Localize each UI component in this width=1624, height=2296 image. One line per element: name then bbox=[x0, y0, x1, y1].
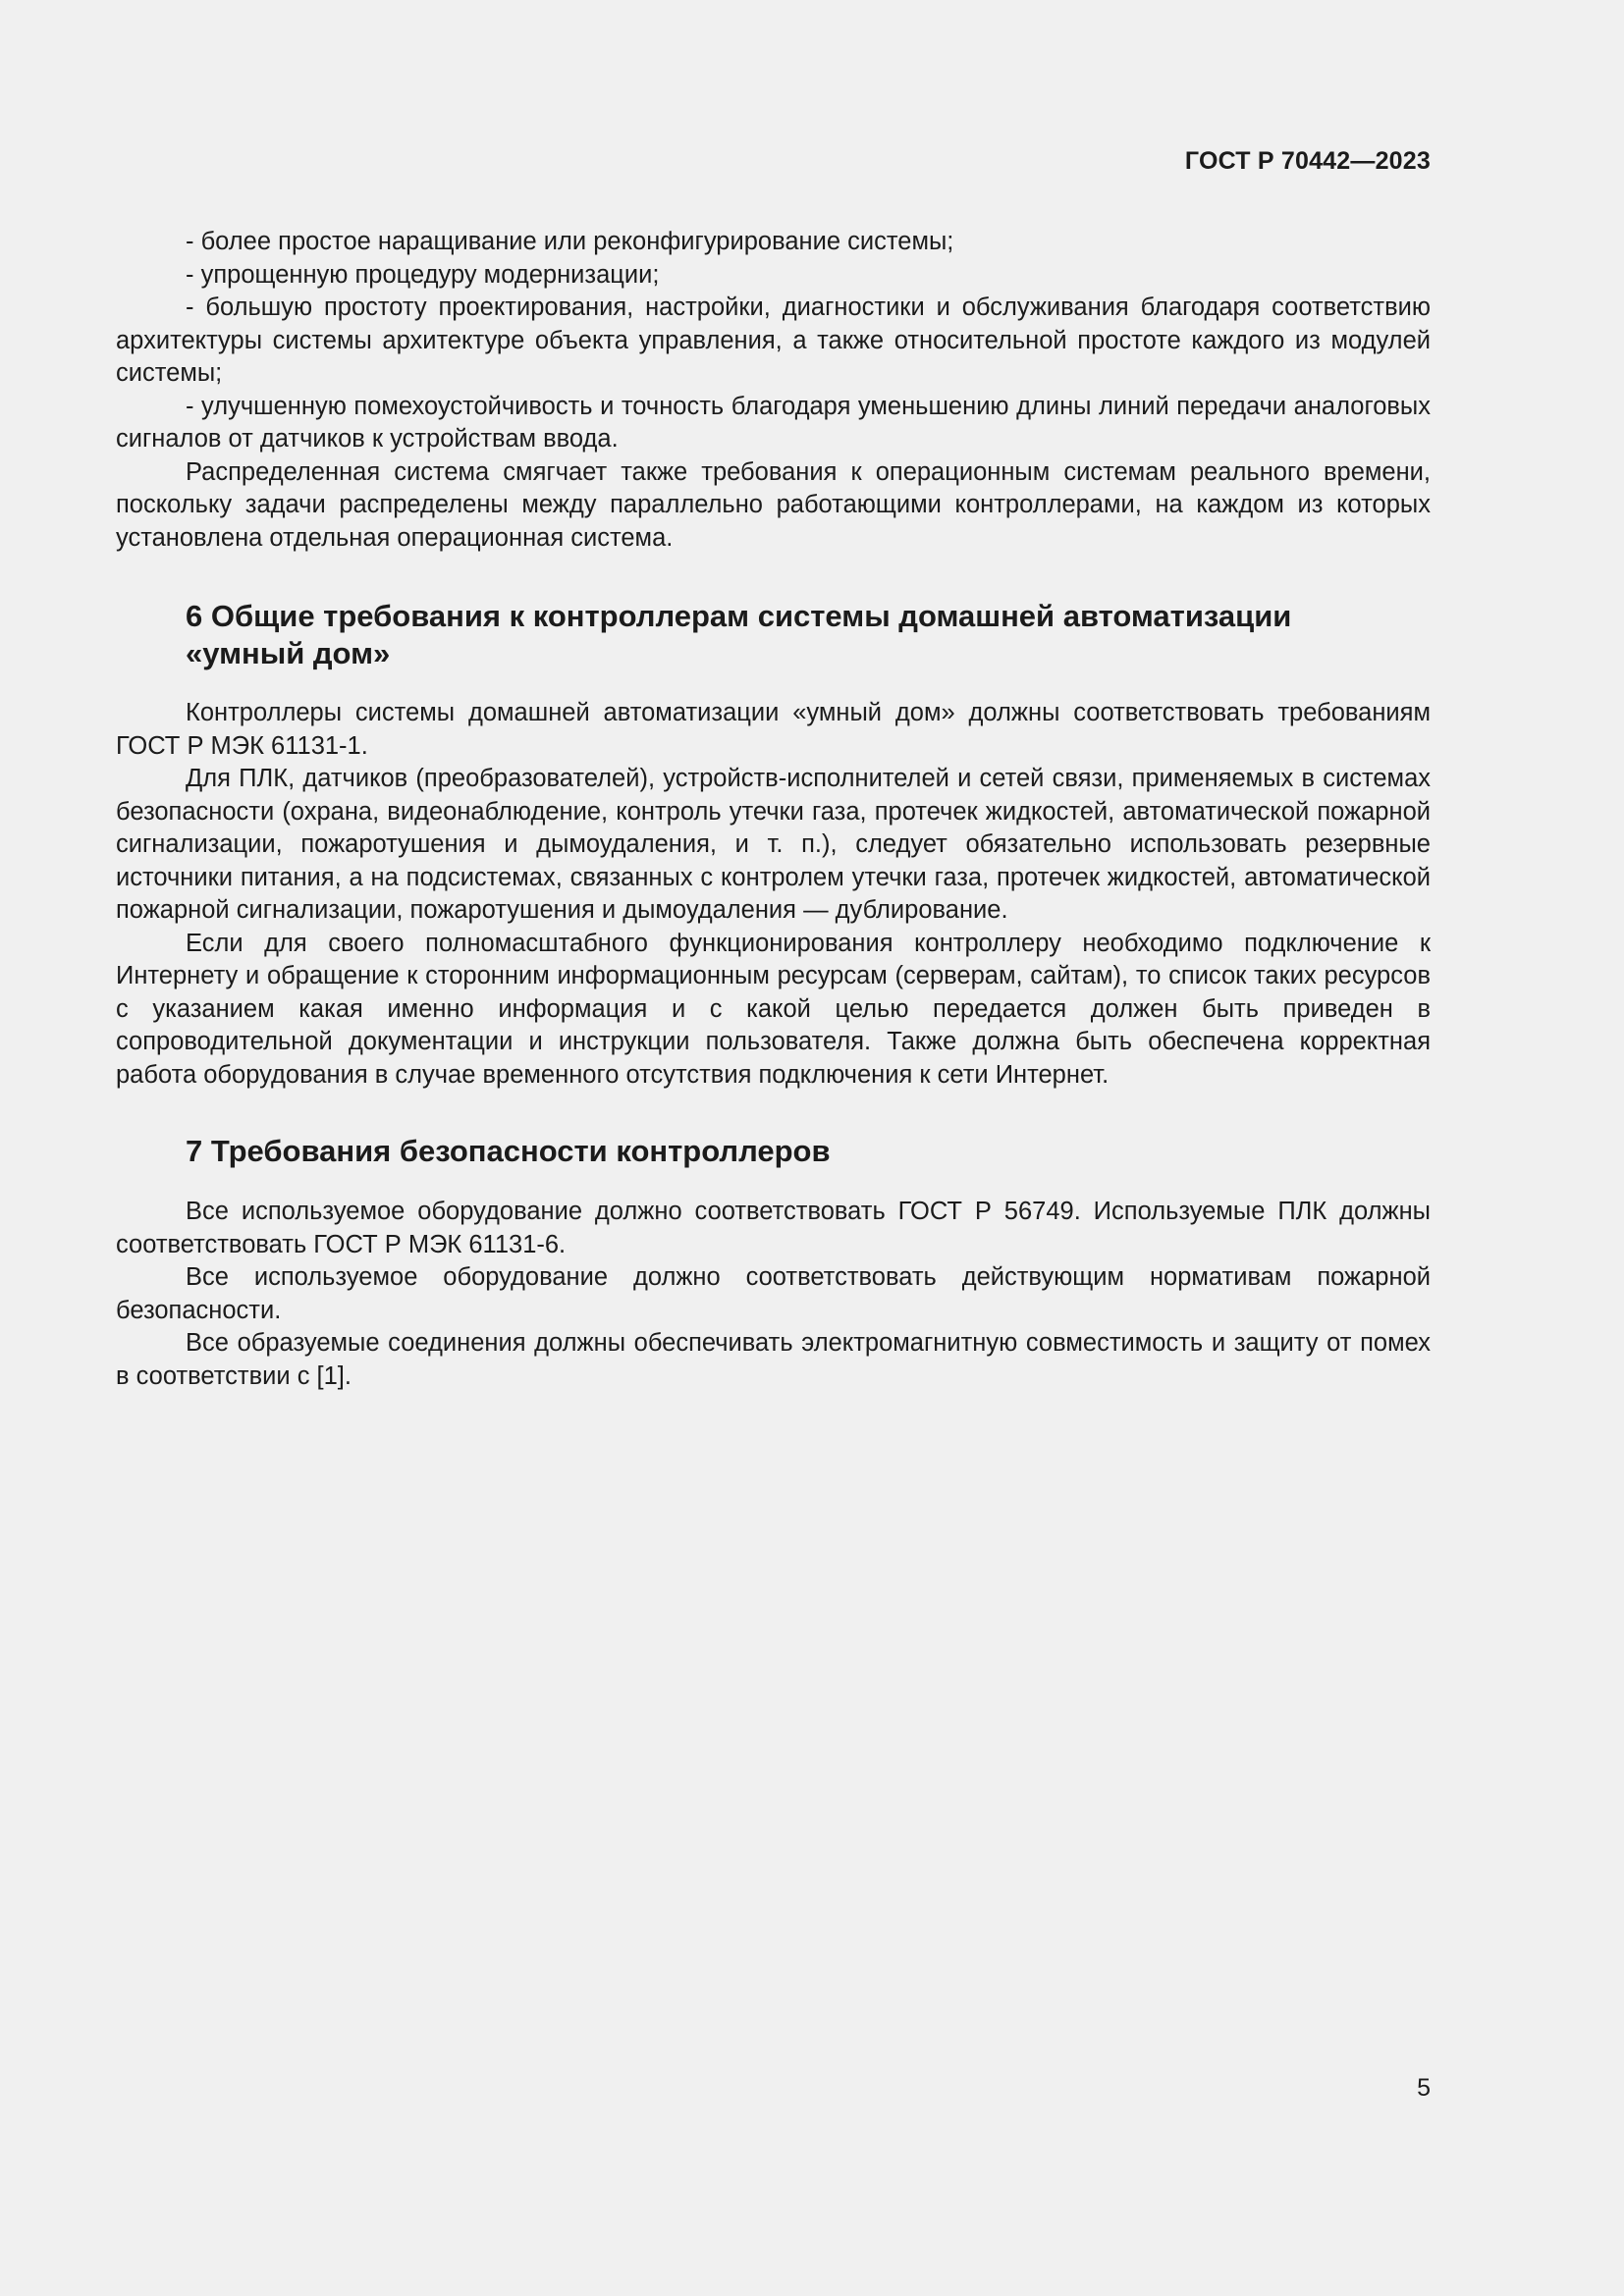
list-item: - большую простоту проектирования, настройки, диагностики и обслуживания благодаря соответствию архитектуры системы архитектуре объекта управления, а также относительной простоте каждого из модулей системы; bbox=[116, 294, 1431, 387]
page-number: 5 bbox=[1417, 2074, 1431, 2102]
page-content bbox=[116, 226, 1431, 1393]
list-item: - более простое наращивание или реконфигурирование системы; bbox=[186, 228, 954, 255]
list-item: - упрощенную процедуру модернизации; bbox=[186, 260, 660, 289]
paragraph: Для ПЛК, датчиков (преобразователей), устройств-исполнителей и сетей связи, применяемых в системах безопасности (охрана, видеонаблюдение, контроль утечки газа, протечек жидкостей, автоматической пожарной сигнализации, пожаротушения и дымоудаления, и т. п.), следует обязательно использовать резервные источники питания, а на подсистемах, связанных с контролем утечки газа, протечек жидкостей, автоматической пожарной сигнализации, пожаротушения и дымоудаления — дублирование. bbox=[116, 765, 1431, 924]
paragraph: Все используемое оборудование должно соответствовать ГОСТ Р 56749. Используемые ПЛК должны соответствовать ГОСТ Р МЭК 61131-6. bbox=[116, 1198, 1431, 1258]
paragraph: Если для своего полномасштабного функционирования контроллеру необходимо подключение к Интернету и обращение к сторонним информационным ресурсам (серверам, сайтам), то список таких ресурсов с указанием какая именно информация и с какой целью передается должен быть приведен в сопроводительной документации и инструкции пользователя. Также должна быть обеспечена корректная работа оборудования в случае временного отсутствия подключения к сети Интернет. bbox=[116, 929, 1431, 1089]
section-7-heading: 7 Требования безопасности контроллеров bbox=[186, 1134, 831, 1168]
paragraph: Все используемое оборудование должно соответствовать действующим нормативам пожарной безопасности. bbox=[116, 1263, 1431, 1324]
list-item: - улучшенную помехоустойчивость и точность благодаря уменьшению длины линий передачи аналоговых сигналов от датчиков к устройствам ввода. bbox=[116, 392, 1431, 453]
document-id-header: ГОСТ Р 70442—2023 bbox=[1184, 147, 1431, 175]
paragraph: Распределенная система смягчает также требования к операционным системам реального времени, поскольку задачи распределены между параллельно работающими контроллерами, на каждом из которых установлена отдельная операционная система. bbox=[116, 457, 1431, 552]
paragraph: Контроллеры системы домашней автоматизации «умный дом» должны соответствовать требованиям ГОСТ Р МЭК 61131-1. bbox=[116, 699, 1431, 760]
paragraph: Все образуемые соединения должны обеспечивать электромагнитную совместимость и защиту от помех в соответствии с [1]. bbox=[116, 1329, 1431, 1390]
section-6-heading: 6 Общие требования к контроллерам системы домашней автоматизации «умный дом» bbox=[186, 599, 1292, 670]
